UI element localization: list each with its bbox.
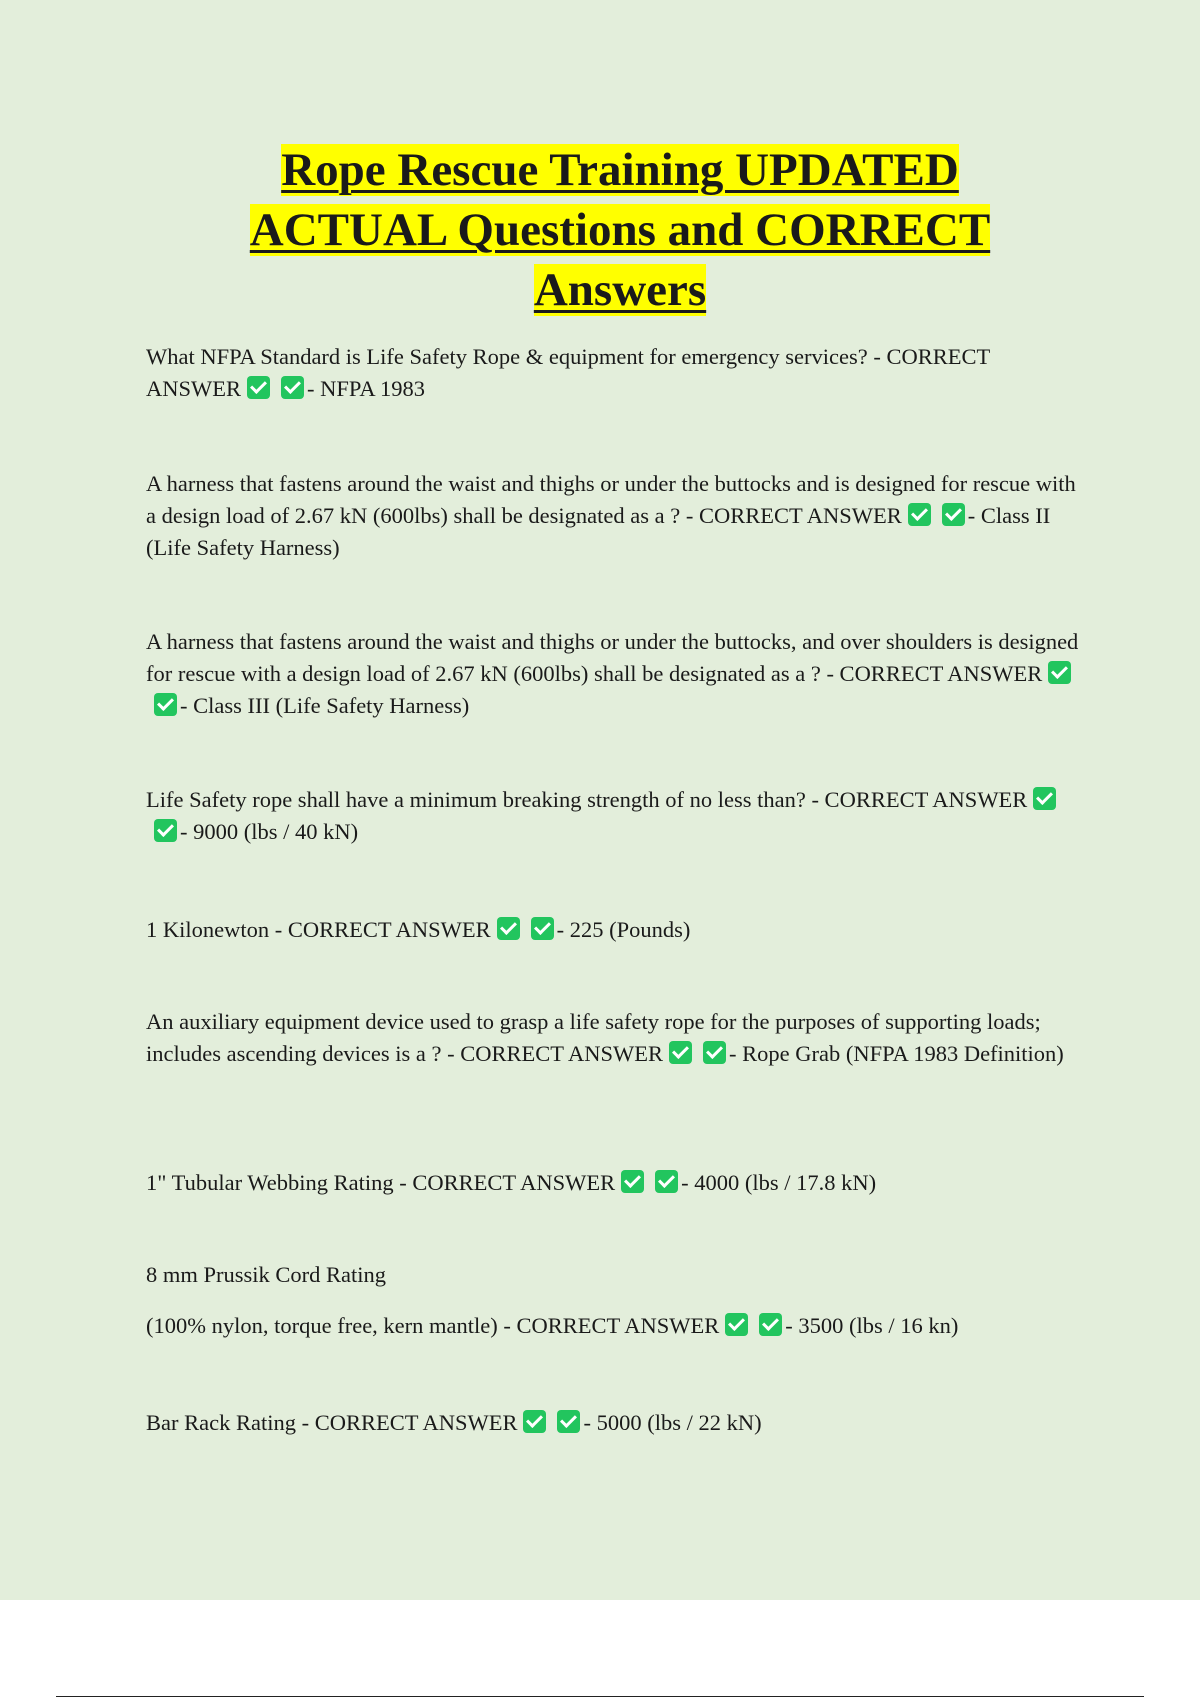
- checkmark-icon: [1033, 787, 1056, 810]
- answer-text: - 3500 (lbs / 16 kn): [785, 1313, 959, 1338]
- answer-text: - Class III (Life Safety Harness): [180, 693, 470, 718]
- answer-text: - Class II (Life Safety Harness): [146, 503, 1051, 560]
- answer-text: - 9000 (lbs / 40 kN): [180, 819, 359, 844]
- checkmark-icon: [154, 693, 177, 716]
- question-text: A harness that fastens around the waist and thighs or under the buttocks, and over shoulders is designed for rescue with a design load of 2.67 kN (600lbs) shall be designated as a ? - CORRECT ANSWER: [146, 629, 1079, 686]
- qa-item-5: [146, 914, 1086, 946]
- checkmark-icon: [759, 1313, 782, 1336]
- qa-item-7: [146, 1167, 1086, 1199]
- qa-item-6: [146, 1006, 1086, 1070]
- checkmark-icon: [281, 376, 304, 399]
- question-text: 1" Tubular Webbing Rating - CORRECT ANSWER: [146, 1170, 616, 1195]
- answer-text: - 5000 (lbs / 22 kN): [583, 1410, 762, 1435]
- checkmark-icon: [669, 1041, 692, 1064]
- qa-item-8: [146, 1310, 1086, 1342]
- qa-item-9: [146, 1407, 1086, 1439]
- qa-item-3: [146, 626, 1086, 722]
- checkmark-icon: [621, 1170, 644, 1193]
- checkmark-icon: [703, 1041, 726, 1064]
- qa-item-8-line1: [146, 1259, 1086, 1291]
- question-text: Life Safety rope shall have a minimum breaking strength of no less than? - CORRECT ANSWER: [146, 787, 1028, 812]
- question-text: A harness that fastens around the waist and thighs or under the buttocks and is designed for rescue with a design load of 2.67 kN (600lbs) shall be designated as a ? - CORRECT ANSWER: [146, 471, 1076, 528]
- checkmark-icon: [154, 819, 177, 842]
- checkmark-icon: [655, 1170, 678, 1193]
- checkmark-icon: [942, 503, 965, 526]
- question-text: (100% nylon, torque free, kern mantle) - CORRECT ANSWER: [146, 1313, 720, 1338]
- checkmark-icon: [557, 1410, 580, 1433]
- checkmark-icon: [497, 917, 520, 940]
- footer-divider: [56, 1696, 1144, 1697]
- checkmark-icon: [1048, 661, 1071, 684]
- checkmark-icon: [523, 1410, 546, 1433]
- question-text: What NFPA Standard is Life Safety Rope & equipment for emergency services? - CORRECT ANSWER: [146, 344, 990, 401]
- checkmark-icon: [531, 917, 554, 940]
- qa-item-2: [146, 468, 1086, 564]
- qa-item-4: [146, 784, 1086, 848]
- checkmark-icon: [247, 376, 270, 399]
- question-text: Bar Rack Rating - CORRECT ANSWER: [146, 1410, 518, 1435]
- checkmark-icon: [725, 1313, 748, 1336]
- question-text: 1 Kilonewton - CORRECT ANSWER: [146, 917, 491, 942]
- answer-text: - 4000 (lbs / 17.8 kN): [681, 1170, 877, 1195]
- answer-text: - 225 (Pounds): [556, 917, 691, 942]
- question-text: An auxiliary equipment device used to grasp a life safety rope for the purposes of supporting loads; includes ascending devices is a ? - CORRECT ANSWER: [146, 1009, 1041, 1066]
- question-text: 8 mm Prussik Cord Rating: [146, 1262, 387, 1287]
- answer-text: - Rope Grab (NFPA 1983 Definition): [729, 1041, 1064, 1066]
- document-title: Rope Rescue Training UPDATED ACTUAL Questions and CORRECT Answers: [249, 144, 991, 316]
- answer-text: - NFPA 1983: [307, 376, 425, 401]
- checkmark-icon: [908, 503, 931, 526]
- qa-item-1: [146, 341, 1086, 405]
